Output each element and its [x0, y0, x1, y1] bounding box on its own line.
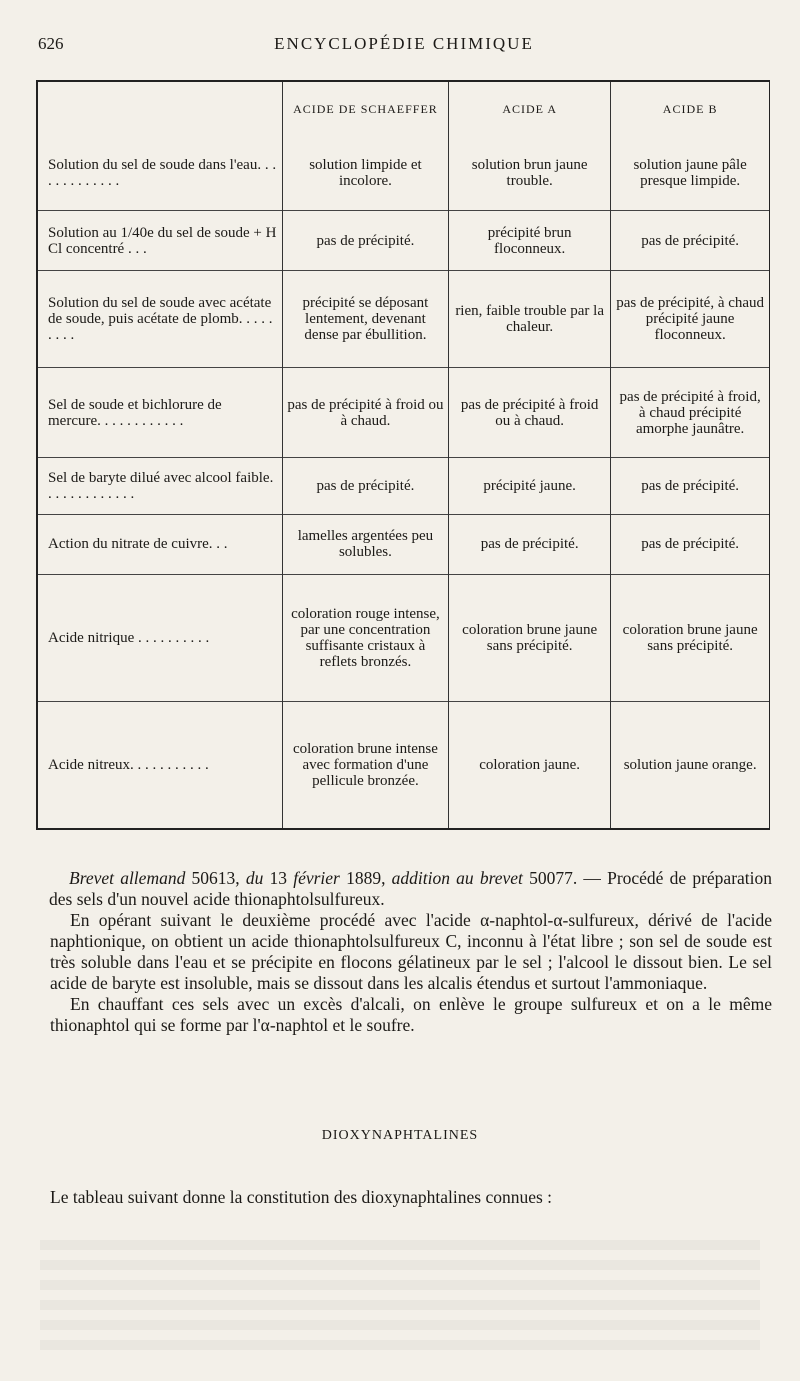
acide-b-cell: solution jaune pâle presque limpide. — [633, 156, 747, 189]
patent-label: Brevet allemand — [69, 868, 186, 888]
reagent-cell: Acide nitreux. . . . . . . . . . . — [38, 701, 282, 828]
patent-month: février — [293, 868, 340, 888]
closing-line: Le tableau suivant donne la constitution des dioxynaphtalines connues : — [50, 1187, 553, 1207]
patent-addition-label: addition au brevet — [391, 868, 523, 888]
acide-b-cell: pas de précipité à froid, à chaud précipité amorphe jaunâtre. — [619, 388, 761, 437]
table-row — [38, 574, 769, 701]
schaeffer-cell: précipité se déposant lentement, devenant dense par ébullition. — [282, 271, 448, 368]
schaeffer-cell: lamelles argentées peu solubles. — [282, 514, 448, 574]
reagent-cell: Acide nitrique . . . . . . . . . . — [38, 574, 282, 701]
schaeffer-cell: coloration brune intense avec formation d'une pellicule bronzée. — [282, 701, 448, 828]
reagent-cell: Solution du sel de soude dans l'eau. . . . . . . . . . . . . — [38, 136, 282, 210]
running-title: ENCYCLOPÉDIE CHIMIQUE — [274, 34, 534, 53]
body-text — [50, 868, 772, 1036]
schaeffer-cell: pas de précipité. — [282, 458, 448, 514]
page-header — [38, 34, 770, 56]
acide-b-cell: pas de précipité. — [641, 232, 740, 249]
patent-day: 13 — [269, 868, 288, 888]
comparison-table — [36, 80, 770, 830]
table-row — [38, 271, 769, 368]
table-row — [38, 458, 769, 514]
reagent-cell: Sel de baryte dilué avec alcool faible. . . . . . . . . . . . . — [38, 458, 282, 514]
column-header-acide-b: ACIDE B — [662, 102, 718, 116]
acide-a-cell: précipité brun floconneux. — [449, 210, 611, 270]
paragraph: En chauffant ces sels avec un excès d'alcali, on enlève le groupe sulfureux et on a le même thionaphtol qui se forme par l'α-naphtol et le soufre. — [50, 994, 772, 1035]
reagent-cell: Action du nitrate de cuivre. . . — [38, 514, 282, 574]
patent-description: 50077. — Procédé de préparation des sels d'un nouvel acide thionaphtolsulfureux. — [49, 868, 773, 909]
acide-b-cell: solution jaune orange. — [623, 756, 757, 773]
table-row — [38, 514, 769, 574]
patent-date-prefix: du — [245, 868, 264, 888]
acide-b-cell: pas de précipité, à chaud précipité jaune floconneux. — [616, 295, 765, 344]
acide-a-cell: précipité jaune. — [449, 458, 611, 514]
acide-a-cell: coloration jaune. — [449, 701, 611, 828]
acide-a-cell: coloration brune jaune sans précipité. — [449, 574, 611, 701]
schaeffer-cell: pas de précipité. — [282, 210, 448, 270]
column-header-acide-a: ACIDE A — [449, 82, 611, 136]
patent-number: 50613, — [191, 868, 240, 888]
column-header-schaeffer: ACIDE DE SCHAEFFER — [282, 82, 448, 136]
table-row — [38, 136, 769, 210]
acide-a-cell: rien, faible trouble par la chaleur. — [449, 271, 611, 368]
table-row — [38, 210, 769, 270]
schaeffer-cell: pas de précipité à froid ou à chaud. — [282, 367, 448, 458]
reagent-cell: Solution du sel de soude avec acétate de soude, puis acétate de plomb. . . . . . . . . — [38, 271, 282, 368]
table-row — [38, 701, 769, 828]
section-heading: DIOXYNAPHTALINES — [321, 1128, 479, 1143]
table-row — [38, 367, 769, 458]
acide-b-cell: coloration brune jaune sans précipité. — [622, 621, 758, 654]
acide-a-cell: pas de précipité à froid ou à chaud. — [449, 367, 611, 458]
show-through-texture — [40, 1240, 760, 1350]
table-header-row — [38, 82, 769, 136]
patent-year: 1889, — [346, 868, 386, 888]
acide-a-cell: pas de précipité. — [449, 514, 611, 574]
paragraph: En opérant suivant le deuxième procédé avec l'acide α-naphtol-α-sulfureux, dérivé de l'acide naphtionique, on obtient un acide thionaphtolsulfureux C, inconnu à l'état libre ; son sel de soude est très soluble dans l'eau et se précipite en flocons gélatineux par le sel ; l'alcool le dissout bien. Le sel acide de baryte est insoluble, mais se dissout dans les alcalis étendus et surtout l'ammoniaque. — [50, 910, 772, 993]
schaeffer-cell: coloration rouge intense, par une concentration suffisante cristaux à reflets bronzés. — [282, 574, 448, 701]
schaeffer-cell: solution limpide et incolore. — [282, 136, 448, 210]
page-number: 626 — [38, 34, 64, 53]
acide-a-cell: solution brun jaune trouble. — [449, 136, 611, 210]
column-header-reagent — [38, 82, 282, 136]
acide-b-cell: pas de précipité. — [641, 477, 740, 494]
reagent-cell: Solution au 1/40e du sel de soude + H Cl concentré . . . — [38, 210, 282, 270]
reagent-cell: Sel de soude et bichlorure de mercure. . . . . . . . . . . . — [38, 367, 282, 458]
acide-b-cell: pas de précipité. — [641, 536, 740, 553]
patent-paragraph — [49, 868, 772, 910]
